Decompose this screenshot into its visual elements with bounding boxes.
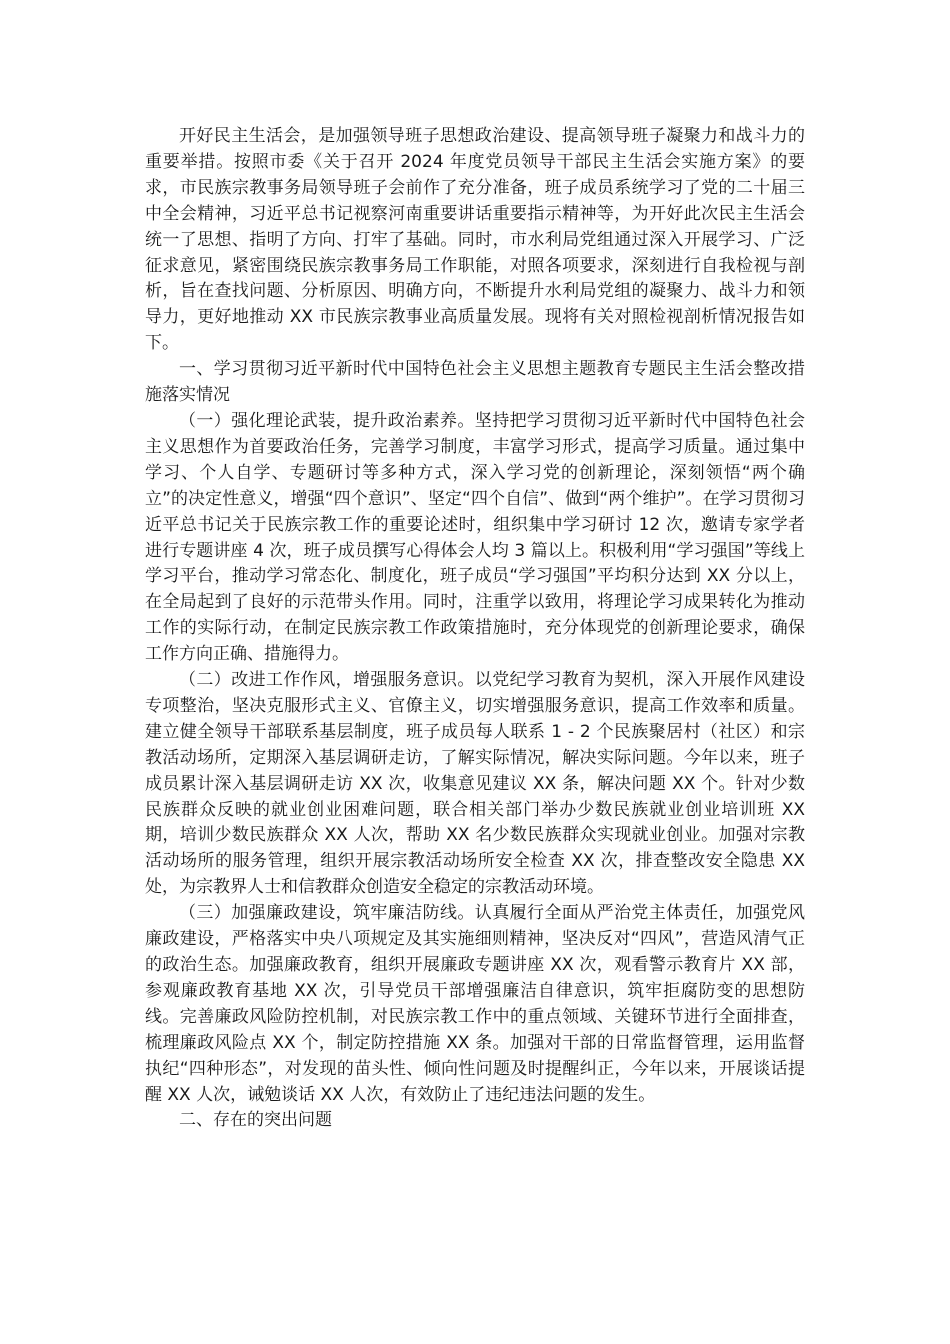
document-body bbox=[145, 124, 805, 1134]
subsection-paragraph-2: （二）改进工作作风，增强服务意识。以党纪学习教育为契机，深入开展作风建设专项整治，坚决克服形式主义、官僚主义，切实增强服务意识，提高工作效率和质量。建立健全领导干部联系基层制度，班子成员每人联系 1 - 2 个民族聚居村（社区）和宗教活动场所，定期深入基层调研走访，了解实际情况，解决实际问题。今年以来，班子成员累计深入基层调研走访 XX 次，收集意见建议 XX 条，解决问题 XX 个。针对少数民族群众反映的就业创业困难问题，联合相关部门举办少数民族就业创业培训班 XX 期，培训少数民族群众 XX 人次，帮助 XX 名少数民族群众实现就业创业。加强对宗教活动场所的服务管理，组织开展宗教活动场所安全检查 XX 次，排查整改安全隐患 XX 处，为宗教界人士和信教群众创造安全稳定的宗教活动环境。 bbox=[145, 670, 805, 898]
subsection-paragraph-3: （三）加强廉政建设，筑牢廉洁防线。认真履行全面从严治党主体责任，加强党风廉政建设，严格落实中央八项规定及其实施细则精神，坚决反对“四风”，营造风清气正的政治生态。加强廉政教育，组织开展廉政专题讲座 XX 次，观看警示教育片 XX 部，参观廉政教育基地 XX 次，引导党员干部增强廉洁自律意识，筑牢拒腐防变的思想防线。完善廉政风险防控机制，对民族宗教工作中的重点领域、关键环节进行全面排查，梳理廉政风险点 XX 个，制定防控措施 XX 条。加强对干部的日常监督管理，运用监督执纪“四种形态”，对发现的苗头性、倾向性问题及时提醒纠正，今年以来，开展谈话提醒 XX 人次，诫勉谈话 XX 人次，有效防止了违纪违法问题的发生。 bbox=[145, 903, 805, 1105]
subsection-paragraph-1: （一）强化理论武装，提升政治素养。坚持把学习贯彻习近平新时代中国特色社会主义思想作为首要政治任务，完善学习制度，丰富学习形式，提高学习质量。通过集中学习、个人自学、专题研讨等多种方式，深入学习党的创新理论，深刻领悟“两个确立”的决定性意义，增强“四个意识”、坚定“四个自信”、做到“两个维护”。在学习贯彻习近平总书记关于民族宗教工作的重要论述时，组织集中学习研讨 12 次，邀请专家学者进行专题讲座 4 次，班子成员撰写心得体会人均 3 篇以上。积极利用“学习强国”等线上学习平台，推动学习常态化、制度化，班子成员“学习强国”平均积分达到 XX 分以上，在全局起到了良好的示范带头作用。同时，注重学以致用，将理论学习成果转化为推动工作的实际行动，在制定民族宗教工作政策措施时，充分体现党的创新理论要求，确保工作方向正确、措施得力。 bbox=[145, 410, 805, 665]
section-heading-2: 二、存在的突出问题 bbox=[179, 1110, 332, 1131]
section-heading-1: 一、学习贯彻习近平新时代中国特色社会主义思想主题教育专题民主生活会整改措施落实情况 bbox=[145, 359, 805, 406]
intro-paragraph: 开好民主生活会，是加强领导班子思想政治建设、提高领导班子凝聚力和战斗力的重要举措。按照市委《关于召开 2024 年度党员领导干部民主生活会实施方案》的要求，市民族宗教事务局领导班子会前作了充分准备，班子成员系统学习了党的二十届三中全会精神，习近平总书记视察河南重要讲话重要指示精神等，为开好此次民主生活会统一了思想、指明了方向、打牢了基础。同时，市水利局党组通过深入开展学习、广泛征求意见，紧密围绕民族宗教事务局工作职能，对照各项要求，深刻进行自我检视与剖析，旨在查找问题、分析原因、明确方向，不断提升水利局党组的凝聚力、战斗力和领导力，更好地推动 XX 市民族宗教事业高质量发展。现将有关对照检视剖析情况报告如下。 bbox=[145, 126, 805, 354]
